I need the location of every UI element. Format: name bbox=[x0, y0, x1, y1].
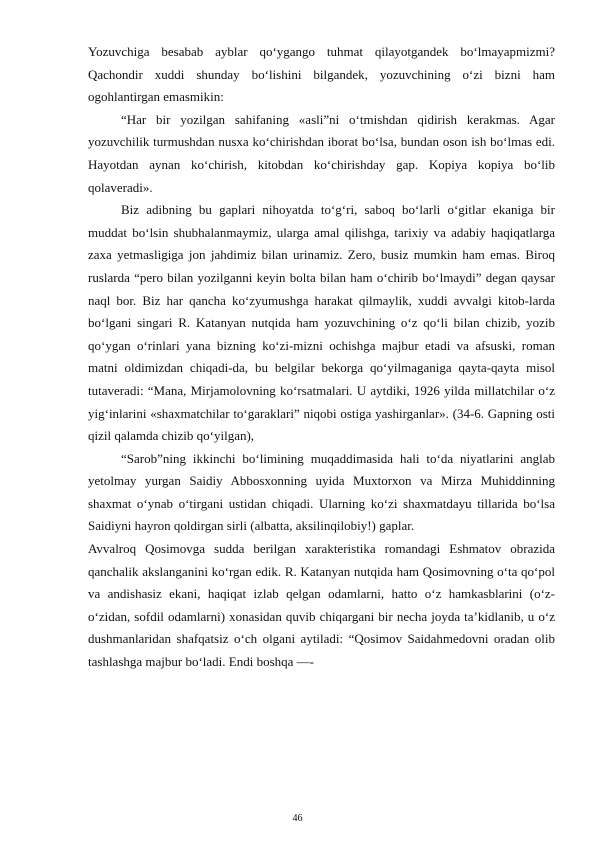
paragraph-1: Yozuvchiga besabab ayblar qo‘ygango tuhmat qilayotgandek bo‘lmayapmizmi? Qachondir xuddi shunday bo‘lishini bilgandek, yozuvchining o‘zi bizni ham ogohlantirgan emasmikin: bbox=[88, 44, 555, 105]
document-page bbox=[88, 41, 555, 674]
page-number: 46 bbox=[292, 813, 303, 824]
paragraph-3: Biz adibning bu gaplari nihoyatda to‘g‘ri, saboq bo‘larli o‘gitlar ekaniga bir muddat bo‘lsin shubhalanmaymiz, ularga amal qilishga, tarixiy va adabiy haqiqatlarga zaxa yetmasligiga jon jahdimiz bilan urinamiz. Zero, busiz mumkin ham emas. Biroq ruslarda “pero bilan yozilganni keyin bolta bilan ham o‘chirib bo‘lmaydi” degan qaysar naql bor. Biz har qancha ko‘zyumushga harakat qilmaylik, xuddi avvalgi kitob-larda bo‘lgani singari R. Katanyan nutqida ham yozuvchining o‘z qo‘li bilan chizib, yozib qo‘ygan o‘rinlari yana bizning ko‘zi-mizni ochishga majbur etadi va afsuski, roman matni oldimizdan chiqadi-da, bu belgilar bekorga qo‘yilmaganiga qayta-qayta misol tutaveradi: “Mana, Mirjamolovning ko‘rsatmalari. U aytdiki, 1926 yilda millatchilar o‘z yig‘inlarini «shaxmatchilar to‘garaklari” niqobi ostiga yashirganlar». (34-6. Gapning osti qizil qalamda chizib qo‘yilgan), bbox=[88, 202, 555, 444]
paragraph-2: “Har bir yozilgan sahifaning «asli”ni o‘tmishdan qidirish kerakmas. Agar yozuvchilik turmushdan nusxa ko‘chirishdan iborat bo‘lsa, bundan oson ish bo‘lmas edi. Hayotdan aynan ko‘chirish, kitobdan ko‘chirishday gap. Kopiya kopiya bo‘lib qolaveradi». bbox=[88, 111, 555, 195]
paragraph-5: Avvalroq Qosimovga sudda berilgan xarakteristika romandagi Eshmatov obrazida qanchalik akslanganini ko‘rgan edik. R. Katanyan nutqida ham Qosimovning o‘ta qo‘pol va andishasiz ekani, haqiqat izlab qelgan odamlarni, hatto o‘z hamkasblarini (o‘z-o‘zidan, sofdil odamlarni) xonasidan quvib chiqargani bir necha joyda ta’kidlanib, u o‘z dushmanlaridan shafqatsiz o‘ch olgani aytiladi: “Qosimov Saidahmedovni oradan olib tashlashga majbur bo‘ladi. Endi boshqa —- bbox=[88, 541, 555, 670]
paragraph-4: “Sarob”ning ikkinchi bo‘limining muqaddimasida hali to‘da niyatlarini anglab yetolmay yurgan Saidiy Abbosxonning uyida Muxtorxon va Mirza Muhiddinning shaxmat o‘ynab o‘tirgani ustidan chiqadi. Ularning ko‘zi shaxmatdayu tillarida bo‘lsa Saidiyni hayron qoldirgan sirli (albatta, aksilinqilobiy!) gaplar. bbox=[88, 450, 555, 534]
